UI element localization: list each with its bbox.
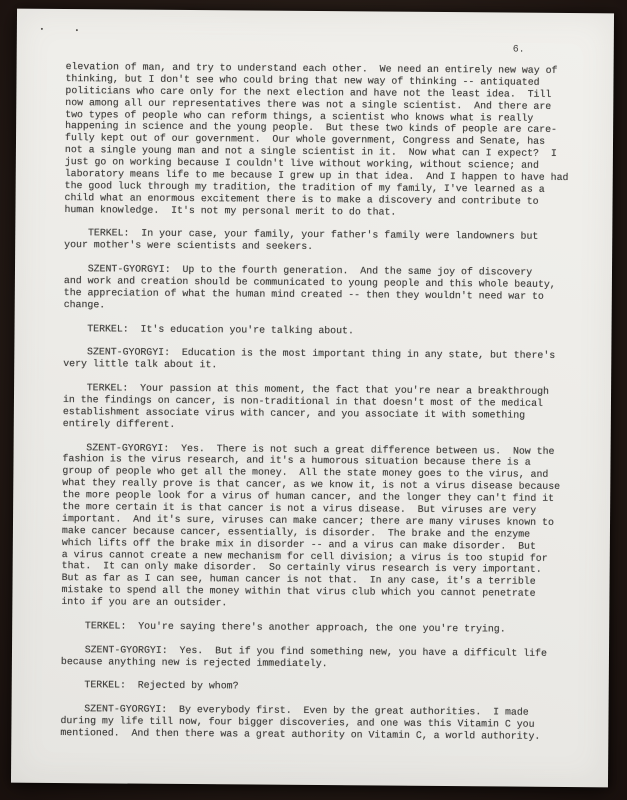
document-body (60, 61, 569, 755)
text-line: which lifts off the brake mix in disorder -- and a virus can make disorder. But (61, 536, 536, 552)
text-line: SZENT-GYORGYI: Yes. But if you find something new, you have a difficult life (60, 643, 547, 659)
text-line: not a single young man and not a single scientist in it. Now what can I expect? I (64, 144, 557, 160)
text-line: the appreciation of what the human mind created -- then they wouldn't need war to (63, 286, 544, 302)
paragraph (64, 228, 568, 256)
text-line: SZENT-GYORGYI: Up to the fourth generation. And the same joy of discovery (63, 263, 533, 278)
text-line: TERKEL: You're saying there's another approach, the one you're trying. (61, 619, 506, 635)
paragraph (61, 644, 565, 672)
text-line: that. It can only make disorder. So certainly virus research is very important. (61, 560, 542, 576)
text-line: laboratory means life to me because I grew up in that idea. And I happen to have had (64, 168, 569, 184)
text-line: But as far as I can see, human cancer is not that. In any case, it's a terrible (61, 572, 536, 588)
text-line: thinking, but I don't see who could bring that new way of thinking -- antiquated (65, 72, 540, 88)
text-line: TERKEL: In your case, your family, your father's family were landowners but (64, 227, 539, 243)
text-line: the good luck through my tradition, the tradition of my family, I've learned as a (64, 179, 545, 195)
text-line: because anything new is rejected immediately. (60, 655, 328, 669)
ink-speck (41, 28, 43, 30)
text-line: mentioned. And then there was a great authority on Vitamin C, a world authority. (60, 726, 541, 742)
text-line: SZENT-GYORGYI: By everybody first. Even by the great authorities. I made (60, 703, 529, 718)
text-line: the more certain it is that cancer is not a virus disease. But viruses are very (62, 500, 537, 516)
paragraph (63, 323, 567, 339)
text-line: into if you are an outsider. (61, 596, 228, 609)
text-line: SZENT-GYORGYI: Yes. There is not such a great difference between us. Now the (62, 441, 555, 457)
text-line: and work and creation should be communicated to young people and this whole beauty, (63, 275, 556, 290)
page-number: 6. (512, 43, 525, 55)
paragraph (64, 61, 569, 220)
paragraph (61, 679, 565, 695)
text-line: make cancer because cancer, essentially, is disorder. The brake and the enzyme (61, 524, 531, 540)
text-line: very little talk about it. (63, 358, 218, 371)
text-line: important. And it's sure, viruses can make cancer; there are many viruses known to (62, 512, 554, 528)
text-line: two types of people who can reform things, a scientist who knows what is really (65, 108, 534, 124)
text-line: TERKEL: It's education you're talking about. (63, 322, 354, 336)
text-line: child what an enormous excitement there is to make a discovery and contribute to (64, 191, 539, 207)
text-line: TERKEL: Rejected by whom? (60, 679, 239, 692)
text-line: during my life till now, four bigger discoveries, and one was this Vitamin C you (60, 715, 535, 730)
text-line: change. (63, 298, 106, 311)
paragraph (60, 703, 564, 743)
paragraph (63, 382, 567, 434)
text-line: mistake to spend all the money within that virus club which you cannot penetrate (61, 584, 536, 599)
text-line: fashion is the virus research, and it's a humorous situation because there is a (62, 453, 531, 469)
paragraph (64, 263, 568, 315)
text-line: what they really prove is that cancer, as we know it, is not a virus disease because (62, 477, 561, 493)
text-line: human knowledge. It's not my personal merit to do that. (64, 203, 397, 218)
paragraph (61, 442, 566, 612)
text-line: a virus cannot create a new mechanism for cell division; a virus is too stupid for (61, 548, 548, 564)
text-line: fully kept out of our government. Our whole government, Congress and Senate, has (64, 132, 546, 148)
text-line: entirely different. (62, 417, 176, 430)
text-line: group of people who get all the money. All the state money goes to the virus, and (62, 465, 549, 481)
paragraph (63, 346, 567, 374)
text-line: elevation of man, and try to understand each other. We need an entirely new way of (65, 61, 558, 76)
text-line: politicians who care only for the next election and have not the least idea. Till (65, 84, 552, 100)
text-line: SZENT-GYORGYI: Education is the most important thing in any state, but there's (63, 346, 556, 362)
text-line: TERKEL: Your passion at this moment, the fact that you're near a breakthrough (63, 382, 550, 397)
text-line: the more people look for a virus of human cancer, and the longer they can't find it (62, 489, 555, 504)
ink-speck (76, 29, 78, 31)
paragraph (61, 620, 565, 636)
text-line: your mother's were scientists and seekers. (64, 239, 314, 253)
text-line: establishment associate virus with cancer, and you associate it with something (62, 405, 526, 421)
text-line: just go on working because I couldn't live without working, without science; and (64, 156, 539, 171)
text-line: now among all our representatives there was not a single scientist. And there are (65, 96, 552, 112)
text-line: happening in science and the young people. But these two kinds of people are care- (65, 120, 558, 136)
text-line: in the findings on cancer, is non-traditional in that doesn't most of the medical (62, 393, 544, 409)
document-page (11, 9, 614, 788)
